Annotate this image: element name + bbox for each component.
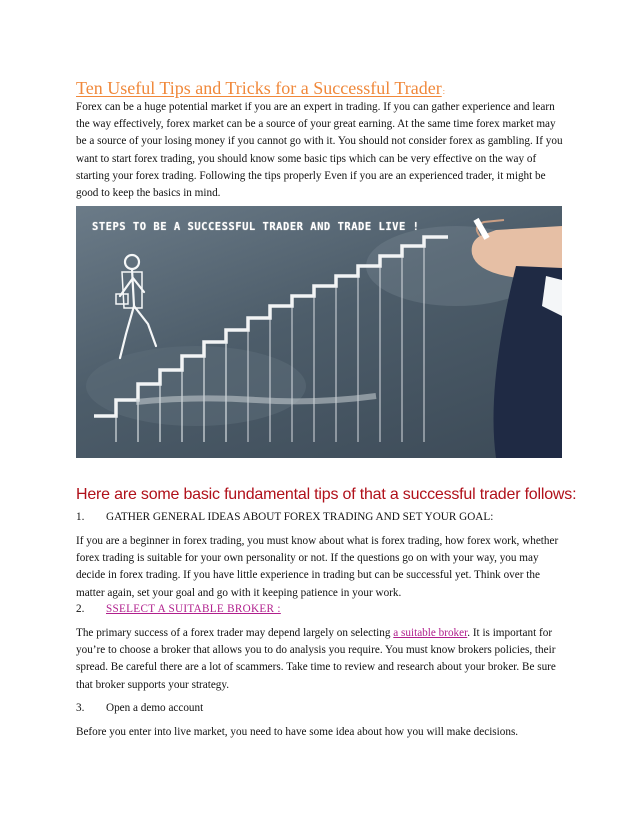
tips-subheading: Here are some basic fundamental tips of that a successful trader follows: bbox=[76, 486, 577, 503]
chalk-figure bbox=[116, 255, 156, 358]
tip-2-number: 2. bbox=[76, 603, 85, 615]
suitable-broker-link[interactable]: a suitable broker bbox=[393, 627, 468, 639]
hero-image bbox=[76, 206, 562, 458]
tip-3-number: 3. bbox=[76, 702, 85, 714]
tip-2-heading bbox=[76, 603, 281, 615]
hand-with-chalk bbox=[472, 218, 562, 458]
select-broker-link[interactable]: SSELECT A SUITABLE BROKER : bbox=[106, 603, 281, 615]
tip-3-body: Before you enter into live market, you need to have some idea about how you will make decisions. bbox=[76, 726, 519, 738]
tip-2-body-text-start: The primary success of a forex trader may depend largely on selecting bbox=[76, 627, 394, 639]
tip-1-body: If you are a beginner in forex trading, you must know about what is forex trading, how forex work, whether forex trading is suitable for your own personality or not. If the questions go on with your way, you may decide in forex trading. If you have little experience in trading but can be successful yet. Think over the matter again, set your goal and go with it keeping patience in your work. bbox=[76, 535, 559, 599]
chalkboard-illustration bbox=[76, 206, 562, 458]
tip-2-body-text-end: . It is important for you’re to choose a broker that allows you to do analysis you require. You must know brokers policies, their spread. Be careful there are a lot of scammers. Take time to review and research about your broker. Be sure that broker supports your strategy. bbox=[76, 627, 556, 691]
page-title bbox=[76, 78, 445, 99]
tip-1-number: 1. bbox=[76, 511, 85, 523]
tip-2-body bbox=[76, 625, 566, 694]
title-text: Ten Useful Tips and Tricks for a Successful Trader bbox=[76, 78, 442, 98]
intro-paragraph: Forex can be a huge potential market if you are an expert in trading. If you can gather experience and learn the way effectively, forex market can be a source of your great earning. At the same time forex market may be a source of your losing money if you cannot go with it. You should not consider forex as gambling. If you want to start forex trading, you should know some basic tips which can be very effective on the way of starting your forex trading. Following the tips properly Even if you are an experienced trader, it might be good to keep the basics in mind. bbox=[76, 101, 563, 200]
tip-1-label: GATHER GENERAL IDEAS ABOUT FOREX TRADING AND SET YOUR GOAL: bbox=[106, 511, 494, 523]
tip-3-heading bbox=[76, 702, 203, 714]
title-suffix: : bbox=[442, 87, 445, 96]
tip-3-label: Open a demo account bbox=[106, 702, 204, 714]
hero-caption: STEPS TO BE A SUCCESSFUL TRADER AND TRADE LIVE ! bbox=[92, 221, 420, 233]
tip-1-heading bbox=[76, 511, 493, 523]
